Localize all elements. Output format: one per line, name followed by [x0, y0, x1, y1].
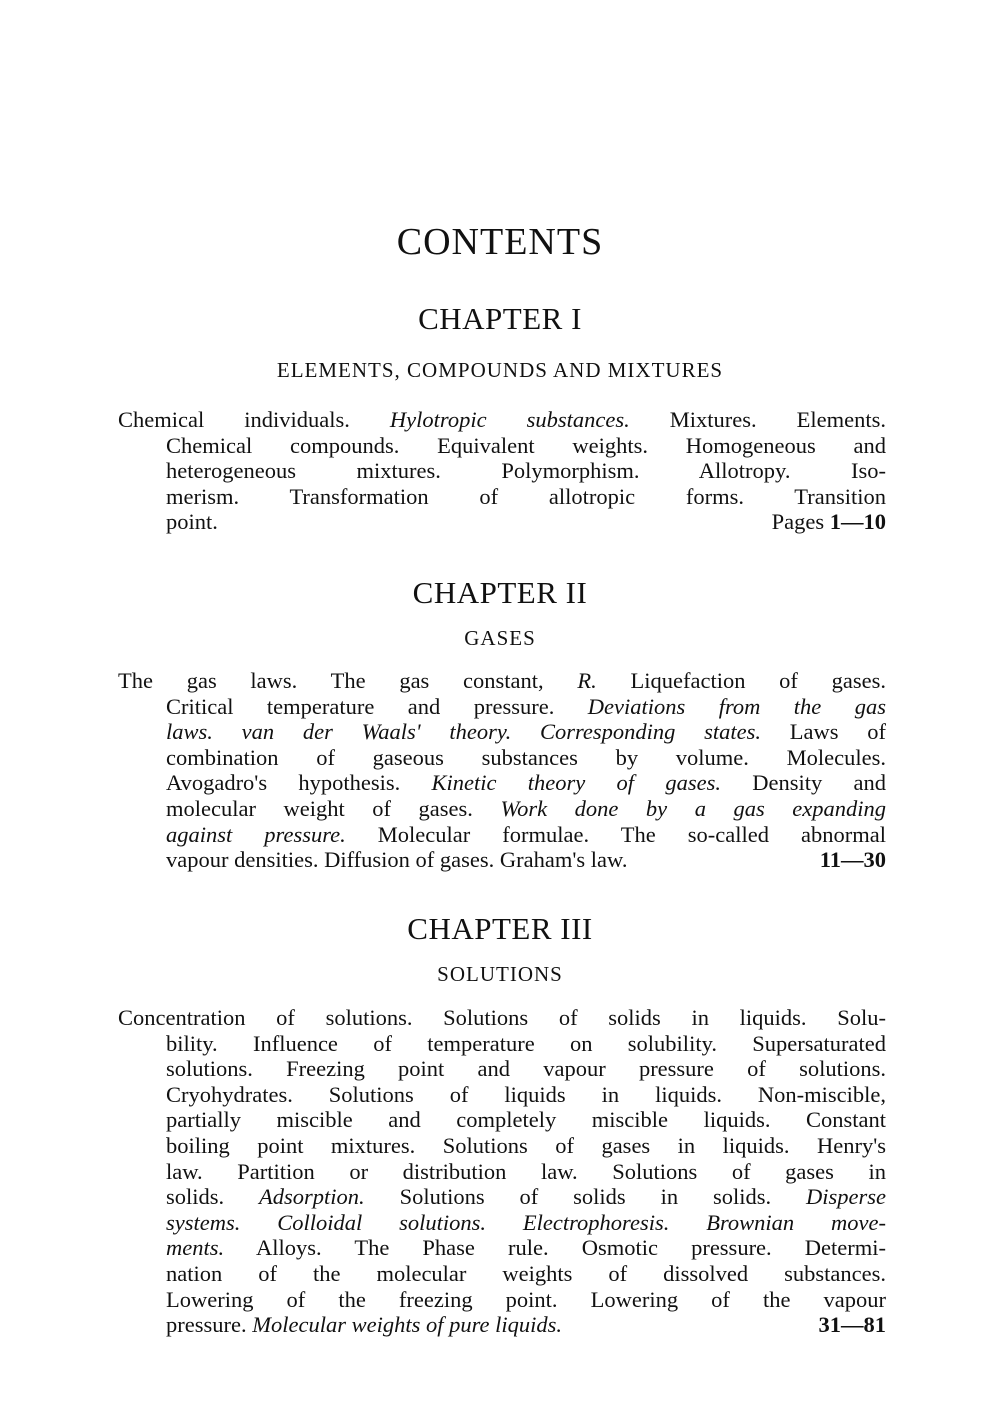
summary-line	[118, 1312, 886, 1338]
italic-topic: Molecular weights of pure liquids.	[252, 1312, 563, 1338]
topic-text: point.	[166, 509, 218, 535]
topic-text: Cryohydrates. Solutions of liquids in liquids. Non-miscible,	[166, 1081, 886, 1107]
summary-line	[118, 1287, 886, 1313]
page-numbers: 1—10	[829, 509, 886, 535]
italic-topic: R.	[577, 668, 597, 693]
topic-text: bility. Influence of temperature on solubility. Supersaturated	[166, 1030, 886, 1056]
topic-text: combination of gaseous substances by volume. Molecules.	[166, 744, 886, 770]
page-numbers: 11—30	[819, 847, 886, 873]
chapter-summary	[118, 668, 886, 873]
summary-line	[118, 484, 886, 510]
topic-text: Mixtures. Elements.	[629, 407, 886, 432]
chapter-subtitle: SOLUTIONS	[437, 962, 563, 986]
summary-line	[118, 509, 886, 535]
page-numbers: 31—81	[818, 1312, 886, 1338]
pages-label: Pages	[771, 509, 830, 535]
topic-text: nation of the molecular weights of dissolved substances.	[166, 1260, 886, 1286]
summary-line	[118, 668, 886, 694]
page-range	[820, 847, 886, 873]
topic-text: pressure.	[166, 1312, 253, 1338]
topic-text: heterogeneous mixtures. Polymorphism. Allotropy. Iso-	[166, 458, 886, 484]
summary-line	[118, 407, 886, 433]
italic-topic: against pressure.	[166, 821, 346, 847]
italic-topic: systems. Colloidal solutions. Electrophoresis. Brownian move-	[166, 1209, 886, 1235]
summary-line	[118, 1082, 886, 1108]
summary-line	[118, 770, 886, 796]
chapter-summary	[118, 407, 886, 535]
summary-line	[118, 1235, 886, 1261]
italic-topic: Deviations from the gas	[587, 693, 886, 719]
chapter-heading: CHAPTER II	[412, 575, 588, 610]
italic-topic: Adsorption.	[259, 1184, 365, 1210]
topic-text: molecular weight of gases.	[166, 795, 501, 821]
summary-line	[118, 694, 886, 720]
summary-line	[118, 1056, 886, 1082]
topic-text: law. Partition or distribution law. Solutions of gases in	[166, 1158, 886, 1184]
topic-text: boiling point mixtures. Solutions of gases in liquids. Henry's	[166, 1132, 886, 1158]
topic-text: Critical temperature and pressure.	[166, 693, 588, 719]
italic-topic: laws. van der Waals' theory. Corresponding states.	[166, 719, 762, 745]
contents-title: CONTENTS	[396, 221, 604, 263]
summary-line	[118, 1159, 886, 1185]
italic-topic: Hylotropic substances.	[389, 407, 630, 432]
topic-text: Chemical individuals.	[118, 407, 390, 432]
topic-text: Laws of	[761, 719, 886, 745]
summary-line	[118, 458, 886, 484]
topic-text: solutions. Freezing point and vapour pressure of solutions.	[166, 1056, 886, 1082]
summary-line	[118, 719, 886, 745]
topic-text: The gas laws. The gas constant,	[118, 668, 578, 693]
topic-text: Concentration of solutions. Solutions of solids in liquids. Solu-	[118, 1005, 886, 1030]
italic-topic: Work done by a gas expanding	[500, 795, 887, 821]
summary-line	[118, 1133, 886, 1159]
summary-line	[118, 433, 886, 459]
topic-text: Avogadro's hypothesis.	[166, 770, 432, 796]
summary-line	[118, 1107, 886, 1133]
summary-line	[118, 1184, 886, 1210]
summary-line	[118, 796, 886, 822]
topic-text: Lowering of the freezing point. Lowering of the vapour	[166, 1286, 886, 1312]
italic-topic: ments.	[166, 1235, 225, 1261]
chapter-subtitle: ELEMENTS, COMPOUNDS AND MIXTURES	[276, 358, 724, 382]
topic-text: merism. Transformation of allotropic forms. Transition	[166, 483, 886, 509]
page-range	[772, 509, 886, 535]
page-range	[819, 1312, 887, 1338]
topic-text: Chemical compounds. Equivalent weights. Homogeneous and	[166, 432, 886, 458]
topic-text: vapour densities. Diffusion of gases. Graham's law.	[166, 847, 628, 873]
summary-line	[118, 1031, 886, 1057]
summary-line	[118, 847, 886, 873]
summary-line	[118, 1210, 886, 1236]
italic-topic: Kinetic theory of gases.	[431, 770, 721, 796]
summary-line	[118, 1005, 886, 1031]
topic-text: Molecular formulae. The so-called abnormal	[345, 821, 886, 847]
summary-line	[118, 745, 886, 771]
summary-line	[118, 822, 886, 848]
topic-text: partially miscible and completely miscible liquids. Constant	[166, 1107, 886, 1133]
chapter-heading: CHAPTER III	[407, 911, 593, 946]
topic-text: Density and	[720, 770, 886, 796]
chapter-summary	[118, 1005, 886, 1338]
chapter-subtitle: GASES	[464, 626, 536, 650]
topic-text: Alloys. The Phase rule. Osmotic pressure. Determi-	[224, 1235, 886, 1261]
summary-line	[118, 1261, 886, 1287]
topic-text: Solutions of solids in solids.	[364, 1184, 807, 1210]
italic-topic: Disperse	[806, 1184, 887, 1210]
topic-text: solids.	[166, 1184, 260, 1210]
topic-text: Liquefaction of gases.	[596, 668, 887, 693]
chapter-heading: CHAPTER I	[418, 301, 582, 336]
